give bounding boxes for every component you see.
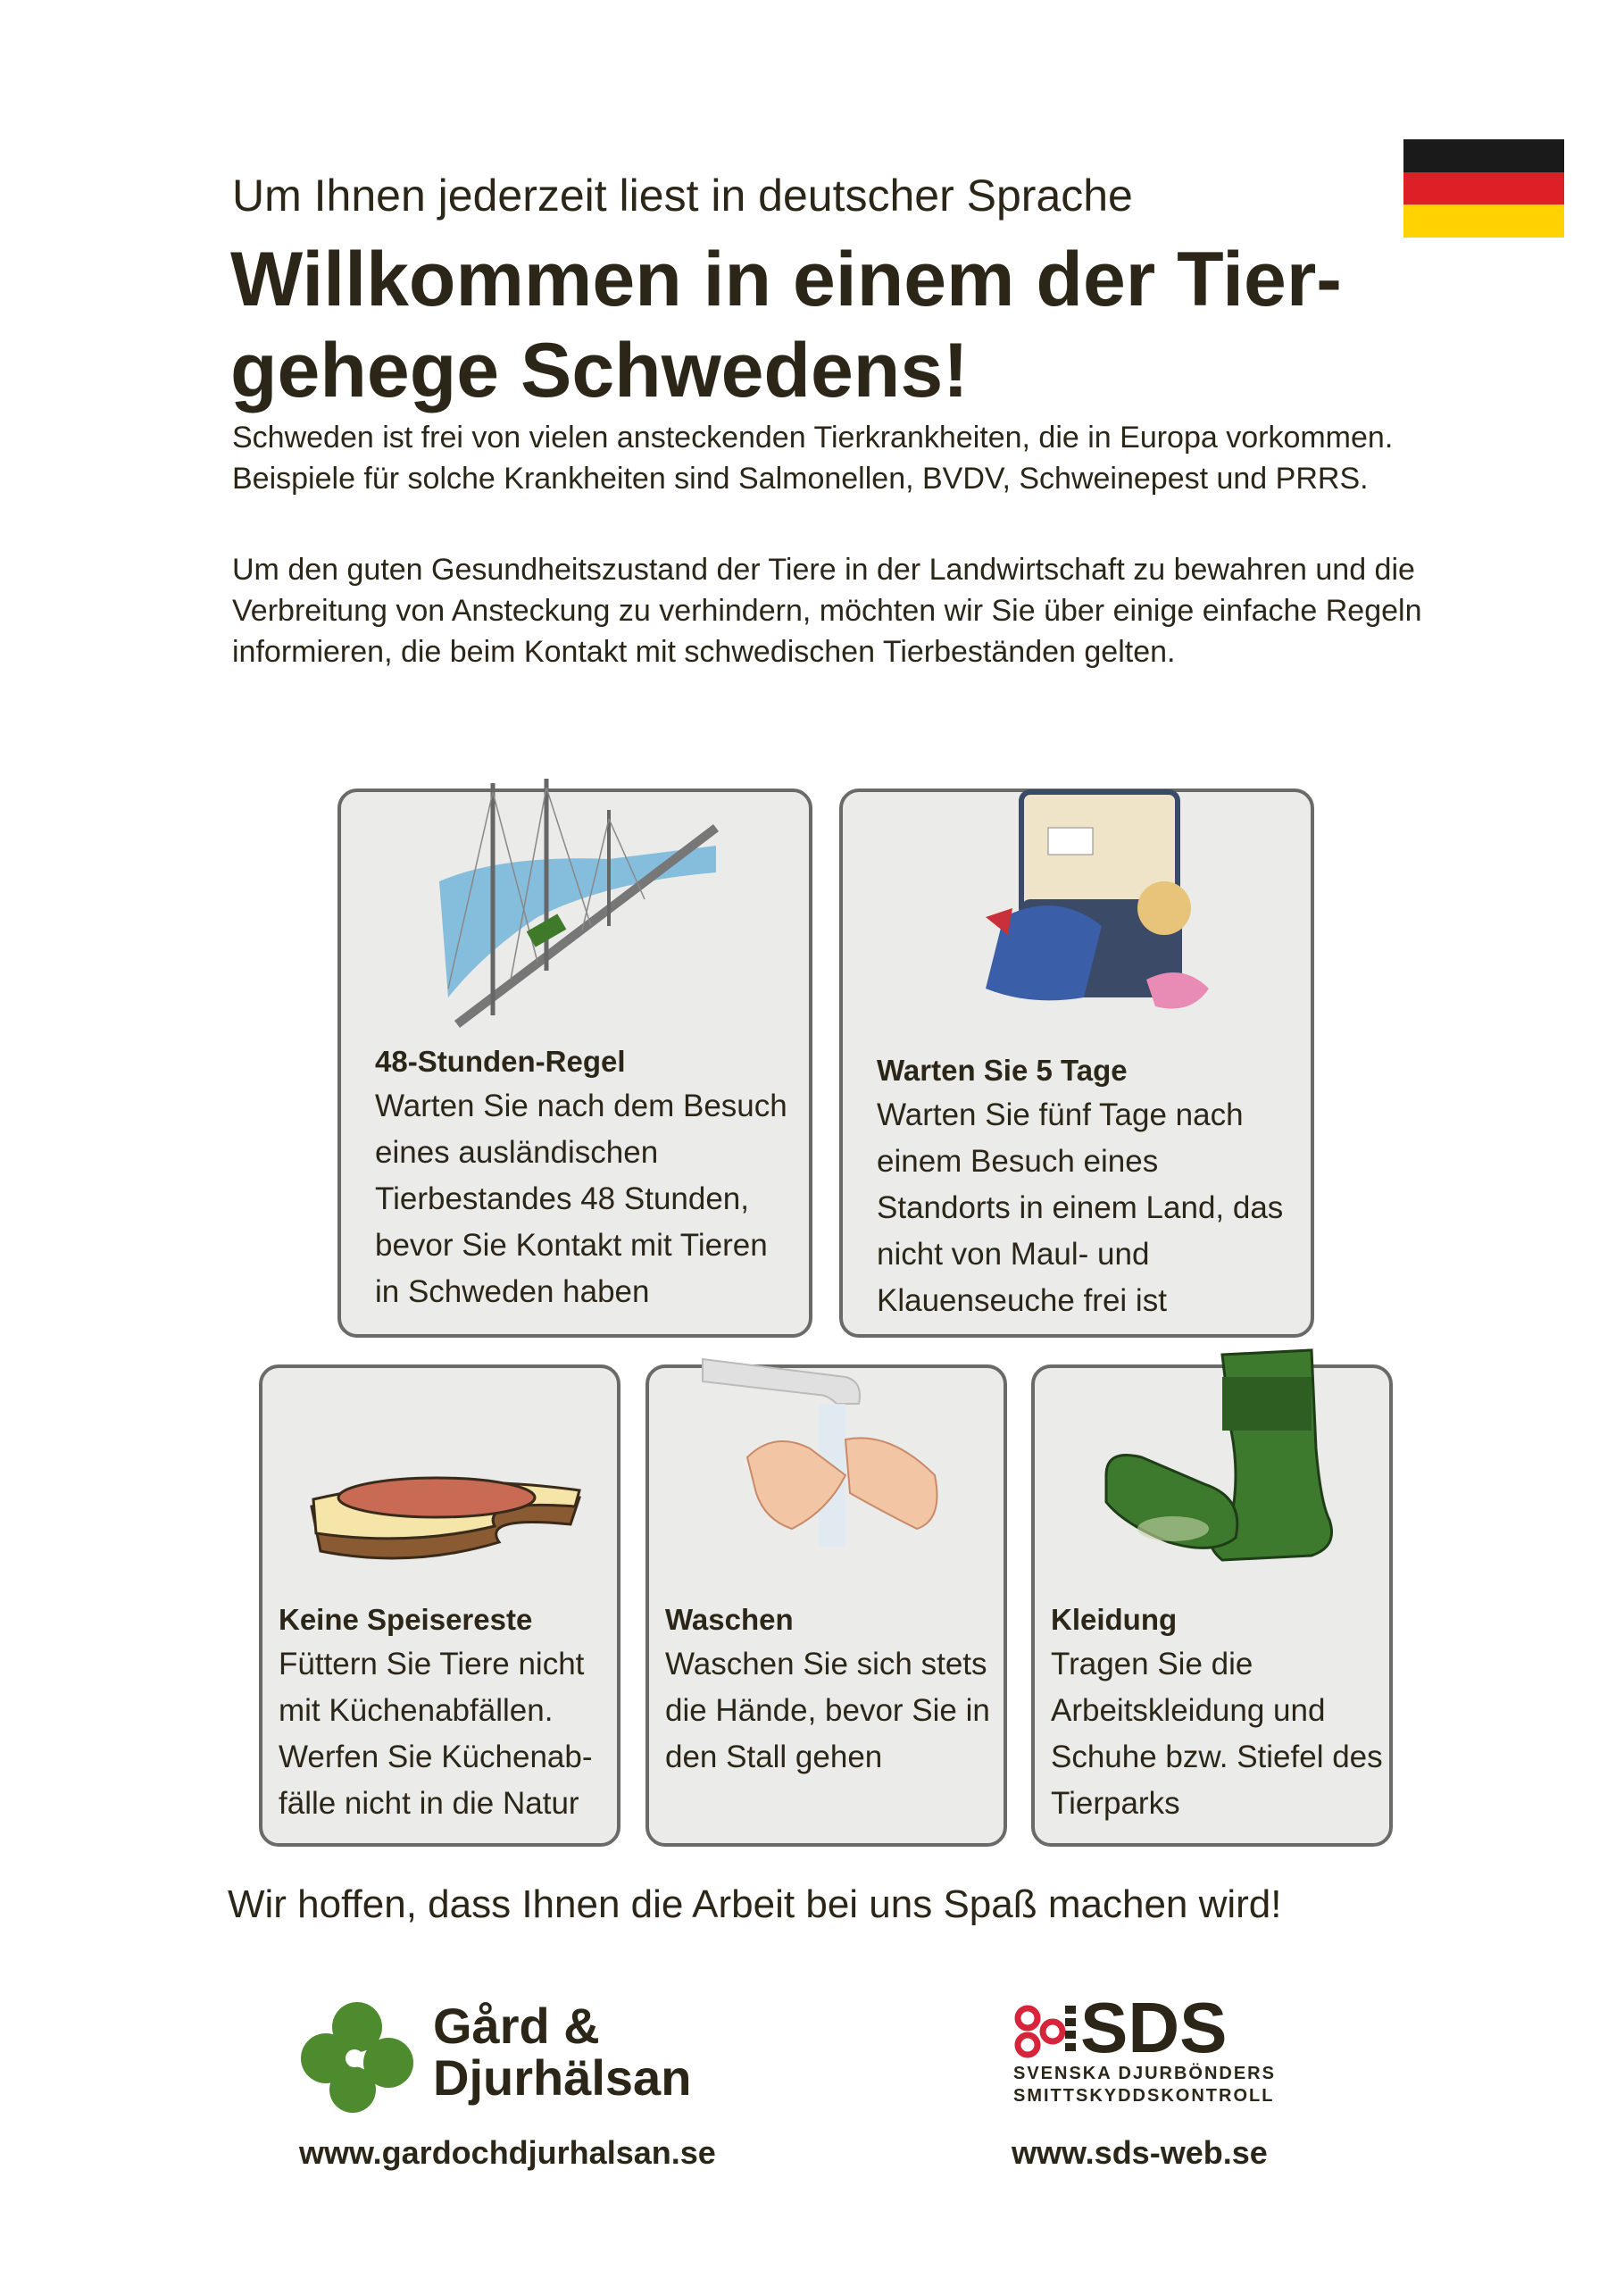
- german-flag-icon: [1403, 139, 1564, 238]
- intro-paragraph-2: Um den guten Gesundheitszustand der Tiere in der Landwirtschaft zu bewahren und die Verbreitung von Ansteckung zu verhindern, möchten wir Sie über einige einfache Regeln informieren, die beim Kontakt mit schwedischen Tierbeständen gelten.: [232, 553, 1422, 669]
- clover-logo-icon: [299, 2000, 415, 2116]
- rule-card-clothing: [1031, 1364, 1393, 1847]
- subtitle: Um Ihnen jederzeit liest in deutscher Sprache: [232, 171, 1133, 221]
- rule-card-5-days: [839, 789, 1314, 1338]
- rule-card-food-waste: [259, 1364, 620, 1847]
- sds-name: SDS: [1080, 1988, 1228, 2067]
- sds-url[interactable]: www.sds-web.se: [1012, 2134, 1268, 2171]
- rule-card-48-hours: [337, 789, 812, 1338]
- sds-logo-icon: [1013, 2002, 1076, 2061]
- gard-djurhalsan-url[interactable]: www.gardochdjurhalsan.se: [299, 2134, 716, 2171]
- card-title: Waschen: [665, 1603, 794, 1636]
- sandwich-icon: [303, 1444, 588, 1578]
- gard-djurhalsan-name: Gård & Djurhälsan: [433, 1998, 692, 2106]
- hand-washing-icon: [694, 1341, 962, 1591]
- boots-icon: [1088, 1341, 1356, 1573]
- intro-paragraph-1: Schweden ist frei von vielen ansteckenden Tierkrankheiten, die in Europa vorkommen. Beispiele für solche Krankheiten sind Salmonellen, BVDV, Schweinepest und PRRS.: [232, 421, 1394, 496]
- card-text: Warten Sie fünf Tage nach einem Besuch eines Standorts in einem Land, das nicht von Maul- und Klauenseuche frei ist: [877, 1097, 1284, 1318]
- sds-subtitle: SVENSKA DJURBÖNDERS SMITTSKYDDSKONTROLL: [1013, 2064, 1276, 2106]
- closing-message: Wir hoffen, dass Ihnen die Arbeit bei uns Spaß machen wird!: [228, 1882, 1282, 1926]
- suitcase-icon: [923, 774, 1218, 1024]
- card-text: Füttern Sie Tiere nicht mit Küchenabfällen. Werfen Sie Küchenab-fälle nicht in die Natur: [279, 1647, 593, 1821]
- card-text: Warten Sie nach dem Besuch eines ausländischen Tierbestandes 48 Stunden, bevor Sie Kontakt mit Tieren in Schweden haben: [375, 1089, 787, 1309]
- card-title: 48-Stunden-Regel: [375, 1045, 626, 1078]
- page-title: Willkommen in einem der Tier-gehege Schwedens!: [230, 237, 1342, 413]
- card-text: Tragen Sie die Arbeitskleidung und Schuhe bzw. Stiefel des Tierparks: [1051, 1647, 1383, 1821]
- card-text: Waschen Sie sich stets die Hände, bevor Sie in den Stall gehen: [665, 1647, 990, 1774]
- card-title: Keine Speisereste: [279, 1603, 533, 1636]
- card-title: Warten Sie 5 Tage: [877, 1054, 1128, 1087]
- rule-card-washing: [645, 1364, 1007, 1847]
- bridge-icon: [430, 774, 725, 1033]
- card-title: Kleidung: [1051, 1603, 1178, 1636]
